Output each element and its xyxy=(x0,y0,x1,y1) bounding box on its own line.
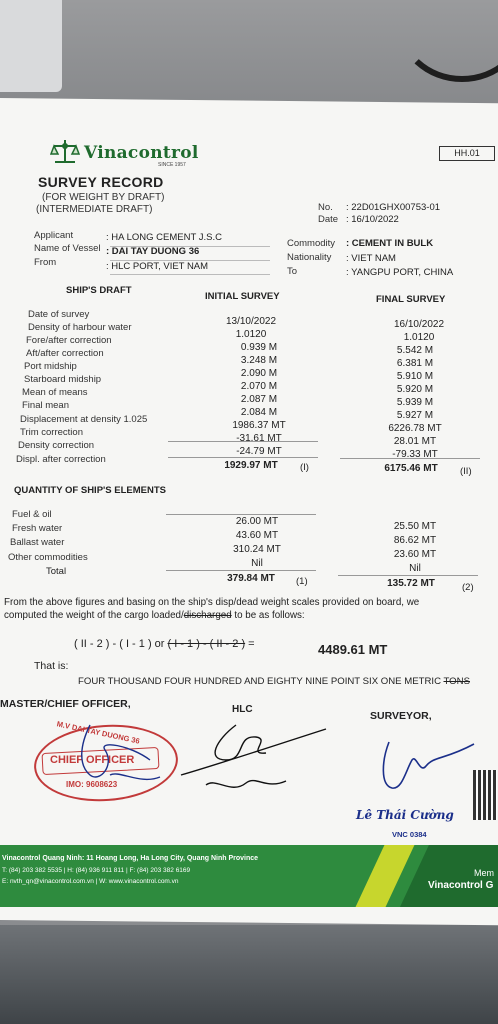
vessel-label: Name of Vessel xyxy=(34,243,101,254)
document-sheet xyxy=(0,98,498,925)
element-row-initial: 43.60 MT xyxy=(235,530,279,541)
draft-row-final: 5.939 M xyxy=(396,397,434,408)
draft-row-final: 1.0120 xyxy=(403,332,435,343)
vessel-value: : DAI TAY DUONG 36 xyxy=(106,246,200,257)
doc-title: SURVEY RECORD xyxy=(38,174,164,190)
paper-tray xyxy=(0,0,62,92)
draft-row-final: 6.381 M xyxy=(396,358,434,369)
draft-header-final: FINAL SURVEY xyxy=(376,294,446,305)
draft-row-initial: 2.084 M xyxy=(240,407,278,418)
draft-row-final: 5.910 M xyxy=(396,371,434,382)
draft-row-initial: 3.248 M xyxy=(240,355,278,366)
draft-header-initial: INITIAL SURVEY xyxy=(205,291,280,302)
element-row-initial: Nil xyxy=(251,558,263,569)
statement-line-1: From the above figures and basing on the ship's disp/dead weight scales provided on board, we xyxy=(4,597,420,608)
no-value: : 22D01GHX00753-01 xyxy=(346,202,441,213)
total-mark-initial: (1) xyxy=(296,576,308,587)
draft-header-ships-draft: SHIP'S DRAFT xyxy=(66,285,132,296)
element-row-final: 25.50 MT xyxy=(393,521,437,532)
sign-hlc-label: HLC xyxy=(232,704,253,715)
scale-logo-icon xyxy=(50,138,80,166)
draft-row-label: Density of harbour water xyxy=(28,322,132,333)
hlc-signature xyxy=(176,715,336,800)
from-label: From xyxy=(34,257,57,268)
draft-row-label: Mean of means xyxy=(22,387,88,398)
draft-row-label: Final mean xyxy=(22,400,69,411)
footer-phones: T: (84) 203 382 5535 | H: (84) 936 911 811 | F: (84) 203 382 6169 xyxy=(2,867,191,874)
draft-row-initial: 2.070 M xyxy=(240,381,278,392)
element-row-final: 86.62 MT xyxy=(393,535,437,546)
sign-master-label: MASTER/CHIEF OFFICER, xyxy=(0,698,131,710)
stamp-mid-text: CHIEF OFFICER xyxy=(50,754,135,766)
draft-row-final: 28.01 MT xyxy=(393,436,437,447)
stamp-top-text: M.V DAI TAY DUONG 36 xyxy=(55,719,141,746)
to-label: To xyxy=(287,266,298,277)
surveyor-signature xyxy=(374,730,484,800)
element-row-final: Nil xyxy=(409,563,421,574)
displ-mark-initial: (I) xyxy=(300,462,309,473)
draft-row-label: Displacement at density 1.025 xyxy=(20,414,148,425)
to-value: : YANGPU PORT, CHINA xyxy=(346,267,454,278)
footer-contacts: E: nvth_qn@vinacontrol.com.vn | W: www.vinacontrol.com.vn xyxy=(2,878,179,885)
commodity-label: Commodity xyxy=(287,238,336,249)
draft-row-initial: 13/10/2022 xyxy=(225,316,277,327)
element-row-label: Fresh water xyxy=(12,523,63,534)
draft-row-final: -79.33 MT xyxy=(392,449,438,460)
total-mark-final: (2) xyxy=(462,582,474,593)
surveyor-name: Lê Thái Cường xyxy=(356,808,454,822)
element-row-initial: 310.24 MT xyxy=(233,544,281,555)
footer-right-1: Mem xyxy=(474,868,494,878)
draft-row-initial: 0.939 M xyxy=(240,342,278,353)
draft-row-initial: 1.0120 xyxy=(235,329,267,340)
draft-row-final: 5.920 M xyxy=(396,384,434,395)
element-row-final: 135.72 MT xyxy=(387,578,435,589)
element-row-label: Fuel & oil xyxy=(12,509,52,520)
draft-row-label: Date of survey xyxy=(28,309,90,320)
draft-row-label: Density correction xyxy=(18,440,95,451)
draft-row-label: Port midship xyxy=(24,361,77,372)
applicant-value: : HA LONG CEMENT J.S.C xyxy=(106,232,222,243)
draft-row-initial: 2.087 M xyxy=(240,394,278,405)
cargo-result: 4489.61 MT xyxy=(318,642,388,657)
from-value: : HLC PORT, VIET NAM xyxy=(106,261,209,272)
draft-row-label: Aft/after correction xyxy=(26,348,104,359)
amount-in-words: FOUR THOUSAND FOUR HUNDRED AND EIGHTY NINE POINT SIX ONE METRIC TONS xyxy=(78,676,470,687)
draft-row-initial: -24.79 MT xyxy=(236,446,282,457)
draft-row-label: Displ. after correction xyxy=(16,454,106,465)
draft-row-initial: 1929.97 MT xyxy=(224,460,278,471)
nationality-label: Nationality xyxy=(287,252,332,263)
applicant-label: Applicant xyxy=(34,230,74,241)
draft-row-initial: -31.61 MT xyxy=(236,433,282,444)
date-label: Date xyxy=(318,214,339,225)
draft-row-final: 5.927 M xyxy=(396,410,434,421)
brand-name: Vinacontrol xyxy=(84,143,199,163)
formula: ( II - 2 ) - ( I - 1 ) or ( I - 1 ) - ( II - 2 ) = xyxy=(74,638,255,650)
surveyor-code: VNC 0384 xyxy=(392,830,427,839)
displ-mark-final: (II) xyxy=(460,466,472,477)
draft-row-label: Trim correction xyxy=(20,427,83,438)
doc-subtitle-2: (INTERMEDIATE DRAFT) xyxy=(36,204,153,215)
element-row-label: Total xyxy=(46,566,67,577)
statement-line-2: computed the weight of the cargo loaded/discharged to be as follows: xyxy=(4,610,305,621)
sign-surveyor-label: SURVEYOR, xyxy=(370,710,432,722)
date-value: : 16/10/2022 xyxy=(346,214,399,225)
element-row-initial: 379.84 MT xyxy=(227,573,275,584)
draft-row-label: Fore/after correction xyxy=(26,335,112,346)
draft-row-initial: 1986.37 MT xyxy=(232,420,286,431)
qr-code xyxy=(473,770,497,820)
doc-code: HH.01 xyxy=(439,146,495,161)
desk-floor xyxy=(0,925,498,1024)
element-row-label: Ballast water xyxy=(10,537,65,548)
draft-row-initial: 2.090 M xyxy=(240,368,278,379)
no-label: No. xyxy=(318,202,333,213)
draft-row-final: 5.542 M xyxy=(396,345,434,356)
draft-row-final: 16/10/2022 xyxy=(393,319,445,330)
draft-row-final: 6226.78 MT xyxy=(388,423,442,434)
brand-since: SINCE 1957 xyxy=(158,162,186,168)
elements-title: QUANTITY OF SHIP'S ELEMENTS xyxy=(14,485,166,496)
footer-right-2: Vinacontrol G xyxy=(428,880,494,891)
draft-row-final: 6175.46 MT xyxy=(384,463,438,474)
element-row-initial: 26.00 MT xyxy=(235,516,279,527)
element-row-label: Other commodities xyxy=(8,552,88,563)
nationality-value: : VIET NAM xyxy=(346,253,396,264)
footer-address: Vinacontrol Quang Ninh: 11 Hoang Long, Ha Long City, Quang Ninh Province xyxy=(2,855,259,862)
doc-subtitle-1: (FOR WEIGHT BY DRAFT) xyxy=(42,192,165,203)
master-signature xyxy=(60,715,180,800)
stamp-bottom-text: IMO: 9608623 xyxy=(66,780,118,789)
draft-row-label: Starboard midship xyxy=(24,374,102,385)
commodity-value: : CEMENT IN BULK xyxy=(346,238,434,249)
that-is-label: That is: xyxy=(34,660,69,672)
element-row-final: 23.60 MT xyxy=(393,549,437,560)
